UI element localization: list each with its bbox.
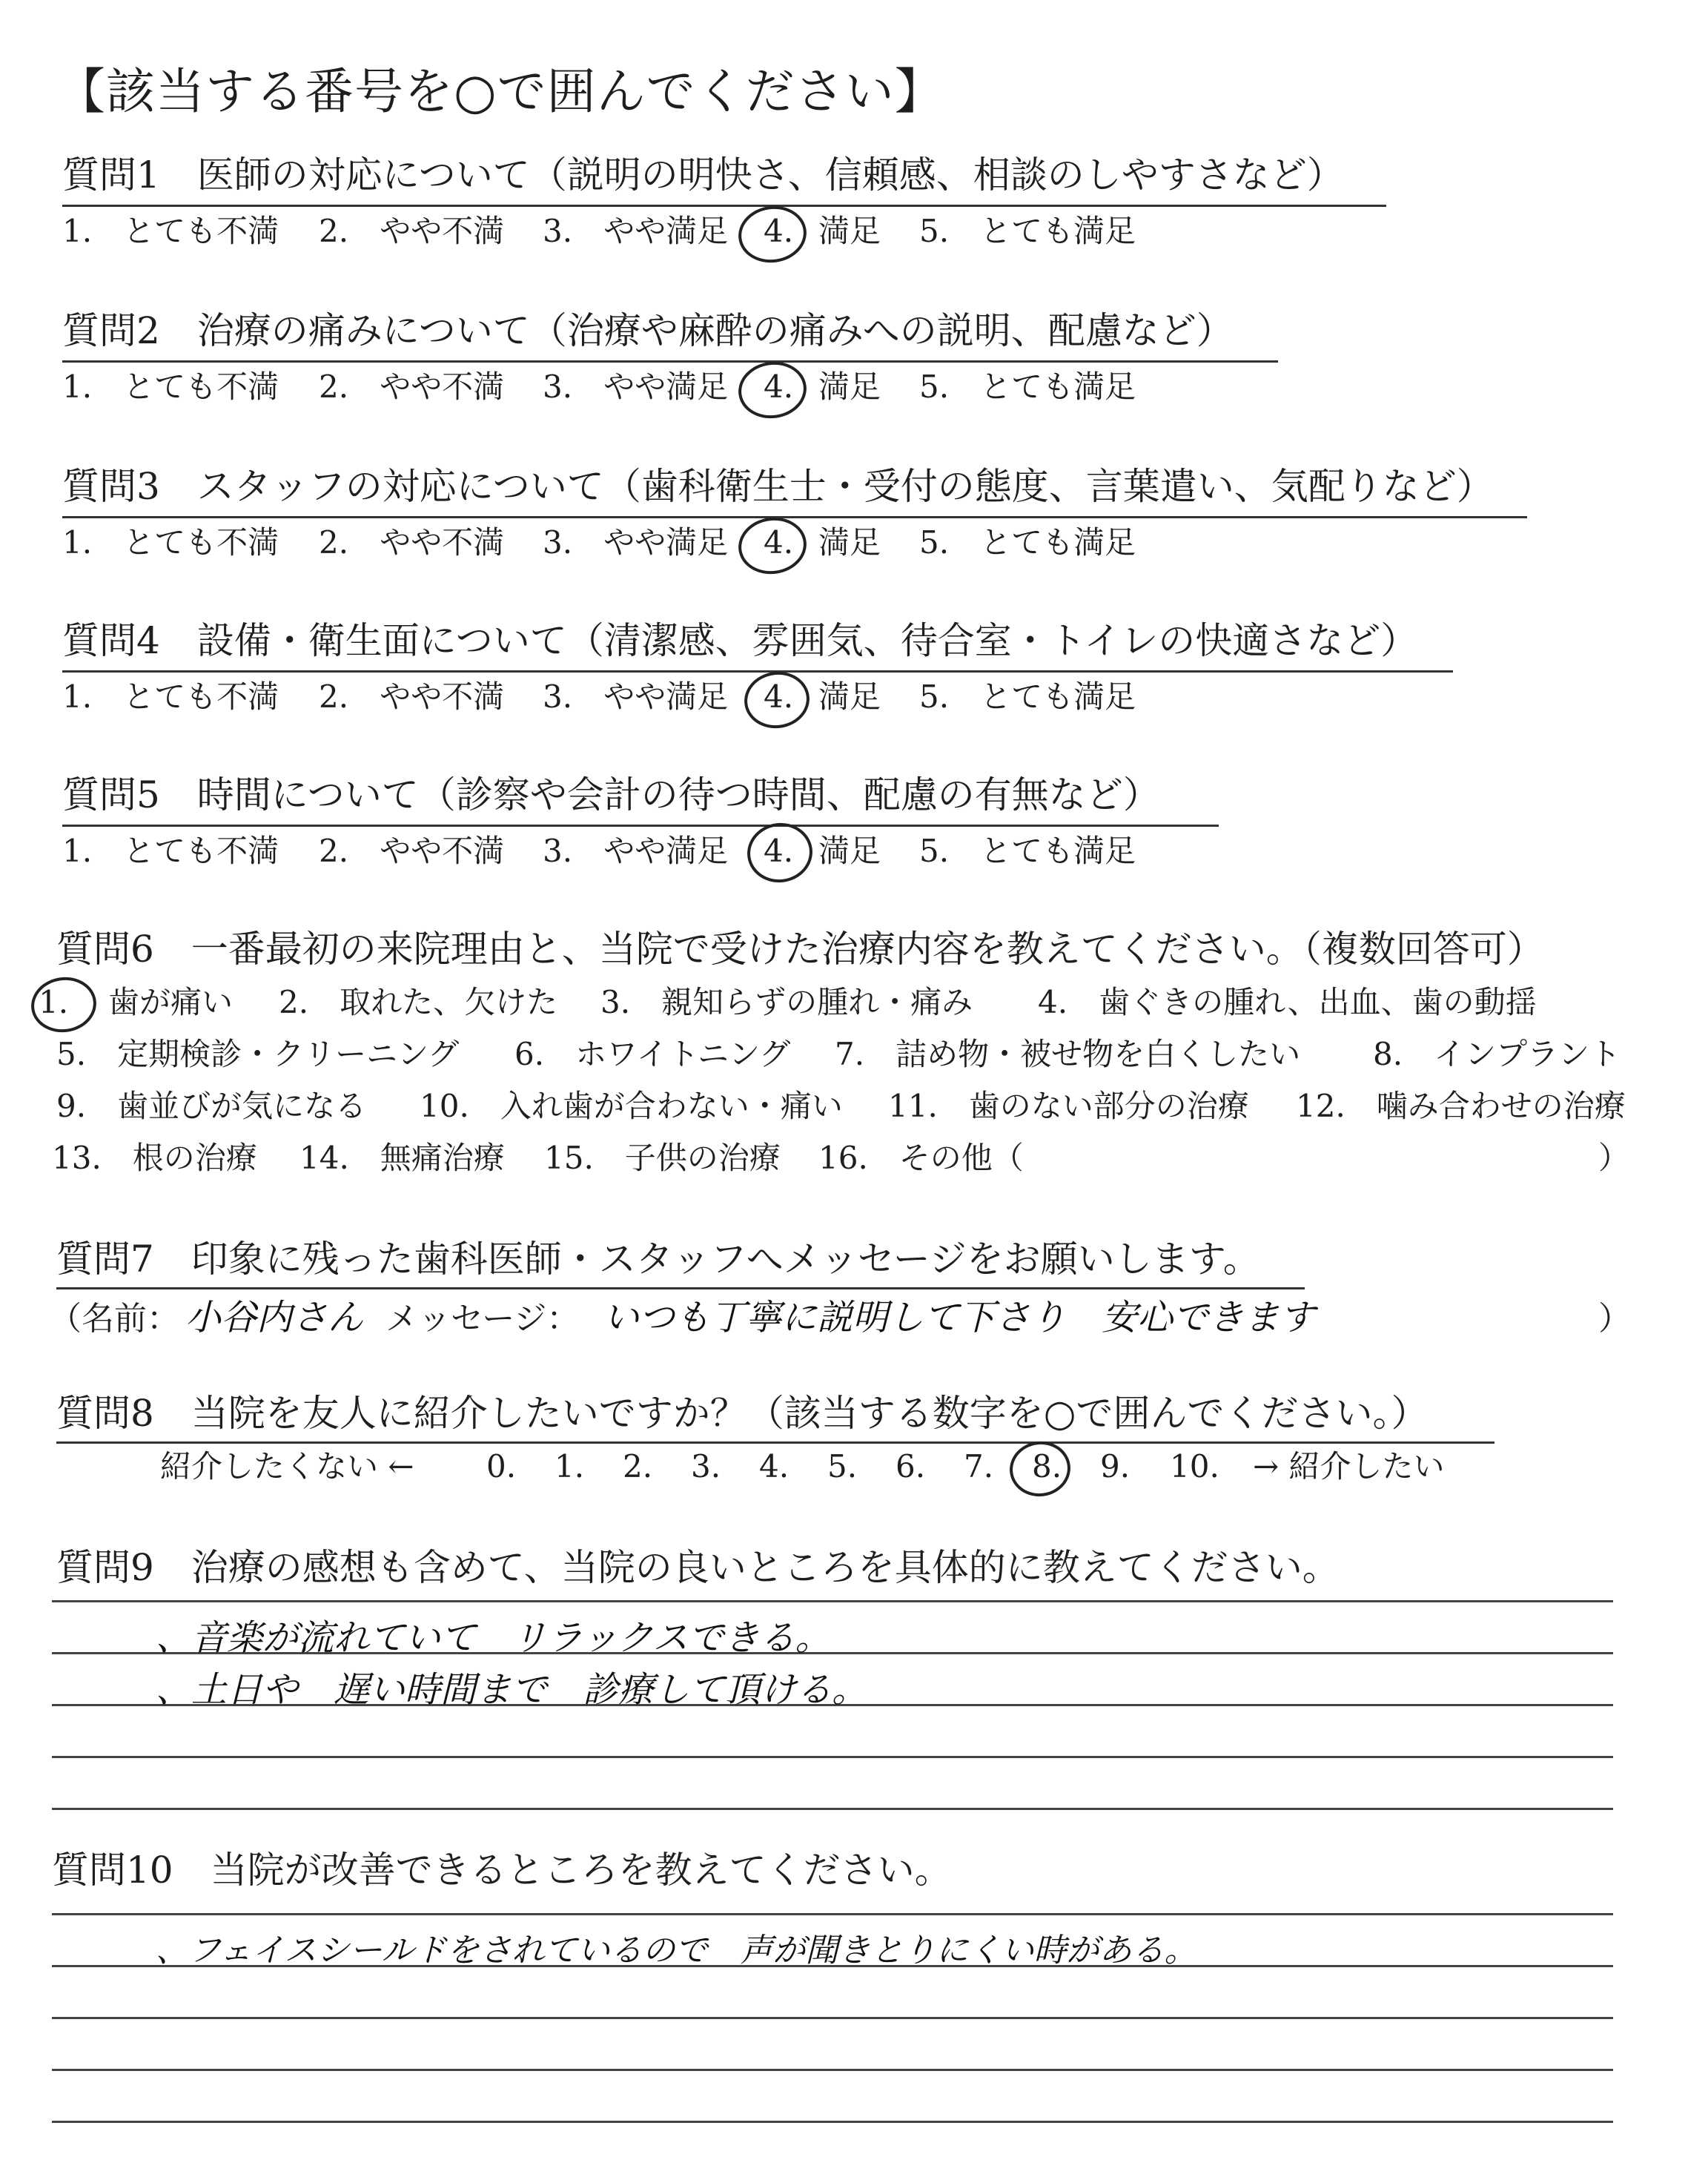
q1-option-2[interactable]: 2. やや不満 [319,213,505,249]
q6-item-6[interactable]: 6. ホワイトニング [514,1036,791,1072]
q8-num-8[interactable]: 8. [1032,1448,1062,1484]
q3-option-4-label[interactable]: 満足 [818,524,881,561]
q1-selection-circle [735,202,810,267]
q6-item-12[interactable]: 12. 噛み合わせの治療 [1296,1088,1626,1124]
q5-option-4-number[interactable]: 4. [764,833,794,869]
q1-option-3[interactable]: 3. やや満足 [543,213,729,249]
q7-message-value[interactable]: いつも丁寧に説明して下さり 安心できます [603,1297,1316,1338]
q1-option-4-number[interactable]: 4. [764,213,794,249]
q7-message-label: メッセージ： [385,1300,580,1338]
q8-scale [0,1446,1708,1490]
q10-answer-1[interactable]: 、フェイスシールドをされているので 声が聞きとりにくい時がある。 [156,1932,1197,1969]
q2-option-1[interactable]: 1. とても不満 [62,369,279,405]
q6-item-11[interactable]: 11. 歯のない部分の治療 [888,1088,1249,1124]
q2-option-4-label[interactable]: 満足 [818,369,881,405]
q5-option-3[interactable]: 3. やや満足 [543,833,729,869]
q9-line-1 [52,1600,1613,1602]
q1-underline [62,205,1386,207]
q5-option-1[interactable]: 1. とても不満 [62,833,279,869]
q7-heading: 質問7 印象に残った歯科医師・スタッフへメッセージをお願いします。 [56,1238,1260,1281]
q2-underline [62,360,1278,363]
q6-item-2[interactable]: 2. 取れた、欠けた [279,984,558,1020]
q4-option-4-label[interactable]: 満足 [818,678,881,715]
q6-item-8[interactable]: 8. インプラント [1373,1036,1621,1072]
q10-line-4 [52,2069,1613,2071]
q8-num-1[interactable]: 1. [555,1448,585,1484]
q3-option-5[interactable]: 5. とても満足 [919,524,1136,561]
q2-options [0,366,1708,408]
q5-option-2[interactable]: 2. やや不満 [319,833,505,869]
q9-heading: 質問9 治療の感想も含めて、当院の良いところを具体的に教えてください。 [56,1546,1340,1589]
q6-item-16[interactable]: 16. その他（ [818,1140,1024,1176]
q3-option-1[interactable]: 1. とても不満 [62,524,279,561]
q2-option-2[interactable]: 2. やや不満 [319,369,505,405]
q7-close-paren: ） [1598,1300,1631,1338]
q6-item-4[interactable]: 4. 歯ぐきの腫れ、出血、歯の動揺 [1038,984,1537,1020]
q1-options [0,211,1708,252]
q6-item-16-close: ） [1598,1140,1630,1176]
q6-item-15[interactable]: 15. 子供の治療 [544,1140,781,1176]
q8-num-10[interactable]: 10. [1170,1448,1219,1484]
q8-left-label: 紹介したくない ← [160,1448,414,1484]
q8-num-3[interactable]: 3. [691,1448,721,1484]
q4-selection-circle [741,667,813,733]
q3-option-3[interactable]: 3. やや満足 [543,524,729,561]
q6-item-3[interactable]: 3. 親知らずの腫れ・痛み [600,984,973,1020]
q5-options [0,830,1708,872]
q8-right-label: → 紹介したい [1253,1448,1445,1484]
q6-item-9[interactable]: 9. 歯並びが気になる [56,1088,367,1124]
q1-option-4-label[interactable]: 満足 [818,213,881,249]
q6-item-14[interactable]: 14. 無痛治療 [299,1140,505,1176]
q8-num-9[interactable]: 9. [1100,1448,1131,1484]
q5-underline [62,825,1219,827]
q5-heading: 質問5 時間について（診察や会計の待つ時間、配慮の有無など） [62,773,1160,816]
q3-heading: 質問3 スタッフの対応について（歯科衛生士・受付の態度、言葉遣い、気配りなど） [62,465,1494,508]
q8-num-2[interactable]: 2. [623,1448,653,1484]
q6-heading: 質問6 一番最初の来院理由と、当院で受けた治療内容を教えてください。（複数回答可） [56,928,1544,971]
q2-option-3[interactable]: 3. やや満足 [543,369,729,405]
q8-underline [56,1441,1494,1444]
q8-num-7[interactable]: 7. [964,1448,994,1484]
q5-option-4-label[interactable]: 満足 [818,833,881,869]
q6-item-13[interactable]: 13. 根の治療 [52,1140,257,1176]
q8-num-0[interactable]: 0. [486,1448,517,1484]
q3-selection-circle [735,513,810,578]
q3-options [0,522,1708,564]
q3-option-4-number[interactable]: 4. [764,524,794,561]
q6-item-1-number[interactable]: 1. [39,984,69,1020]
q2-heading: 質問2 治療の痛みについて（治療や麻酔の痛みへの説明、配慮など） [62,309,1234,352]
q8-num-5[interactable]: 5. [827,1448,858,1484]
q2-option-5[interactable]: 5. とても満足 [919,369,1136,405]
q7-name-label: （名前： [49,1300,179,1338]
q9-line-5 [52,1808,1613,1810]
q9-answer-1[interactable]: 、音楽が流れていて リラックスできる。 [156,1617,831,1659]
q4-option-4-number[interactable]: 4. [764,678,794,715]
q2-selection-circle [735,357,810,423]
q8-num-6[interactable]: 6. [896,1448,926,1484]
q4-underline [62,670,1453,673]
q6-item-1-label[interactable]: 歯が痛い [108,984,234,1020]
q1-heading: 質問1 医師の対応について（説明の明快さ、信頼感、相談のしやすさなど） [62,153,1344,196]
q7-name-value[interactable]: 小谷内さん [185,1297,364,1338]
q5-option-5[interactable]: 5. とても満足 [919,833,1136,869]
q8-heading: 質問8 当院を友人に紹介したいですか？（該当する数字を○で囲んでください。） [56,1392,1429,1435]
q6-options [0,982,1708,1204]
q5-selection-circle [744,819,816,886]
q10-line-1 [52,1913,1613,1915]
q10-line-5 [52,2121,1613,2123]
q6-item-10[interactable]: 10. 入れ歯が合わない・痛い [420,1088,843,1124]
q4-option-3[interactable]: 3. やや満足 [543,678,729,715]
q9-answer-2[interactable]: 、土日や 遅い時間まで 診療して頂ける。 [156,1669,868,1711]
q4-option-2[interactable]: 2. やや不満 [319,678,505,715]
q8-num-4[interactable]: 4. [759,1448,790,1484]
q8-selection-circle [1006,1438,1074,1501]
q2-option-4-number[interactable]: 4. [764,369,794,405]
q10-line-3 [52,2017,1613,2019]
q10-heading: 質問10 当院が改善できるところを教えてください。 [52,1849,952,1892]
q4-option-1[interactable]: 1. とても不満 [62,678,279,715]
q9-line-4 [52,1756,1613,1758]
q3-option-2[interactable]: 2. やや不満 [319,524,505,561]
q4-heading: 質問4 設備・衛生面について（清潔感、雰囲気、待合室・トイレの快適さなど） [62,619,1418,662]
q4-options [0,676,1708,718]
q3-underline [62,516,1527,518]
q6-item-5[interactable]: 5. 定期検診・クリーニング [56,1036,460,1072]
q1-option-5[interactable]: 5. とても満足 [919,213,1136,249]
q6-item-7[interactable]: 7. 詰め物・被せ物を白くしたい [835,1036,1301,1072]
page-title: 【該当する番号を○で囲んでください】 [56,63,944,120]
q1-option-1[interactable]: 1. とても不満 [62,213,279,249]
q4-option-5[interactable]: 5. とても満足 [919,678,1136,715]
